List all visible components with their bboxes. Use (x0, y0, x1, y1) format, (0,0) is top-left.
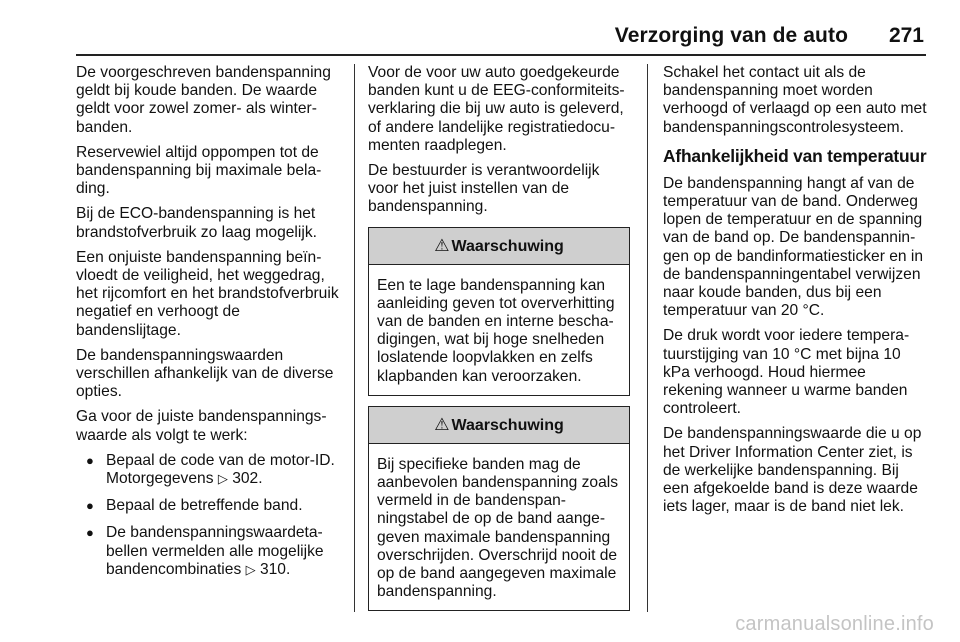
warning-box (368, 227, 630, 396)
page-reference[interactable]: 302. (232, 470, 263, 488)
list-item (76, 497, 344, 515)
bullet-icon: ● (86, 452, 94, 468)
list-item (76, 452, 344, 488)
page-reference[interactable]: 310. (259, 560, 291, 578)
paragraph: Reservewiel altijd oppompen tot de bandenspanning bij maximale belading. (76, 143, 322, 198)
page-reference-triangle-icon: ▷ (217, 471, 228, 487)
paragraph: Een onjuiste bandenspanning beïnvloedt de veiligheid, het weggedrag, het rijcomfort en het brandstofverbruik negatief en verhoogt de bandenslijtage. (76, 248, 339, 339)
warning-triangle-icon: ⚠ (434, 235, 450, 255)
warning-title: Waarschuwing (451, 237, 564, 255)
paragraph: De druk wordt voor iedere temperatuurstijging van 10 °C met bijna 10 kPa verhoogd. Houd hiermee rekening wanneer u warme banden controleert. (663, 327, 910, 418)
warning-triangle-icon: ⚠ (434, 414, 450, 434)
column-3 (663, 64, 929, 523)
paragraph: Ga voor de juiste bandenspanningswaarde als volgt te werk: (76, 408, 327, 444)
paragraph: Bij de ECO-bandenspanning is het brandstofverbruik zo laag mogelijk. (76, 205, 317, 241)
warning-title: Waarschuwing (451, 416, 564, 434)
paragraph: Voor de voor uw auto goedgekeurde banden kunt u de EEG-conformiteitsverklaring die bij uw auto is geleverd, of andere landelijke registratiedocumenten raadplegen. (368, 64, 625, 154)
paragraph: De bandenspanningswaarde die u op het Driver Information Center ziet, is de werkelijke bandenspanning. Bij een afgekoelde band is deze waarde iets lager, maar is de band niet lek. (663, 425, 922, 516)
header-divider (76, 54, 926, 56)
paragraph: De bestuurder is verantwoordelijk voor het juist instellen van de bandenspanning. (368, 162, 600, 216)
column-1 (76, 64, 344, 588)
section-heading: Afhankelijkheid van temperatuur (663, 145, 927, 166)
list-item (76, 524, 344, 579)
warning-text: Een te lage bandenspanning kan aanleiding geven tot oververhitting van de banden en interne beschadigingen, wat bij hoge snelheden loslatende loopvlakken en zelfs klapbanden kan veroorzaken. (377, 276, 615, 385)
watermark: carmanualsonline.info (735, 613, 934, 635)
column-divider-2 (647, 64, 648, 612)
paragraph: De bandenspanning hangt af van de temperatuur van de band. Onderweg lopen de temperatuur en de spanning van de band op. De bandenspanningen op de bandinformatiesticker en in de bandenspanningentabel verwijzen naar koude banden, dus bij een temperatuur van 20 °C. (663, 174, 924, 320)
page-number: 271 (888, 24, 924, 47)
warning-text: Bij specifieke banden mag de aanbevolen bandenspanning zoals vermeld in de bandenspanningstabel de op de band aangegeven maximale bandenspanning overschrijden. Overschrijd nooit de op de band aangegeven maximale bandenspanning. (377, 455, 619, 601)
list-item-text: Bepaal de betreffende band. (106, 497, 303, 515)
paragraph: De voorgeschreven bandenspanning geldt bij koude banden. De waarde geldt voor zowel zomer- als winterbanden. (76, 64, 331, 136)
bullet-icon: ● (86, 498, 94, 514)
list-item-text: Bepaal de code van de motor-ID. Motorgegevens (106, 451, 335, 488)
warning-header (369, 407, 629, 444)
page-header (0, 0, 960, 56)
bullet-icon: ● (86, 525, 94, 541)
page-reference-triangle-icon: ▷ (245, 561, 256, 577)
page-title: Verzorging van de auto (614, 24, 848, 47)
bullet-list (76, 452, 344, 579)
paragraph: De bandenspanningswaarden verschillen afhankelijk van de diverse opties. (76, 346, 334, 401)
warning-box (368, 406, 630, 612)
column-divider-1 (354, 64, 355, 612)
warning-header (369, 228, 629, 265)
paragraph: Schakel het contact uit als de bandenspanning moet worden verhoogd of verlaagd op een auto met bandenspanningscontrolesysteem. (663, 64, 927, 136)
column-2 (368, 64, 630, 621)
list-item-text: De bandenspanningswaardetabellen vermelden alle mogelijke bandencombinaties (106, 524, 324, 578)
